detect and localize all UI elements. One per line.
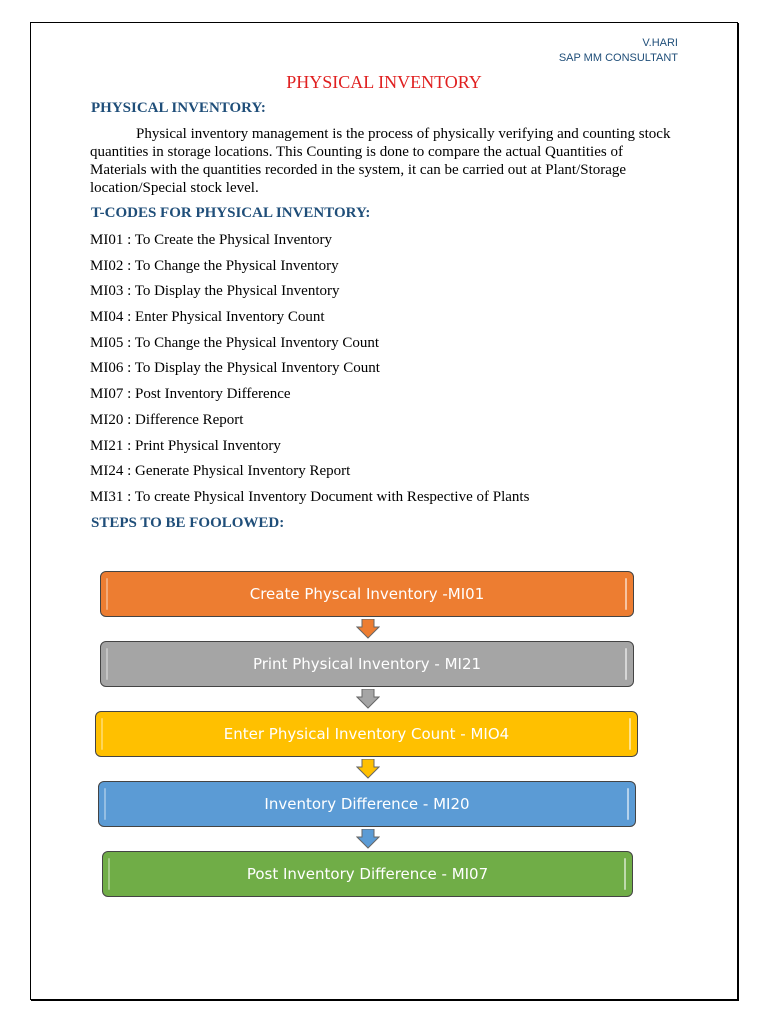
tcode-item: MI02 : To Change the Physical Inventory [90, 257, 339, 274]
intro-paragraph: Physical inventory management is the process of physically verifying and counting stock quantities in storage locations. This Counting is done to compare the actual Quantities of Materials with the quantities recorded in the system, it can be carried out at Plant/Storage location/Special stock level. [90, 126, 671, 196]
tcode-item: MI06 : To Display the Physical Inventory Count [90, 360, 380, 377]
tcode-item: MI03 : To Display the Physical Inventory [90, 283, 340, 300]
down-arrow-icon [356, 759, 380, 779]
document-title: PHYSICAL INVENTORY [286, 72, 482, 92]
tcode-item: MI07 : Post Inventory Difference [90, 386, 291, 403]
tcode-item: MI24 : Generate Physical Inventory Report [90, 463, 351, 480]
tcode-item: MI04 : Enter Physical Inventory Count [90, 309, 325, 326]
flow-step-create: Create Physcal Inventory -MI01 [100, 571, 634, 617]
tcode-item: MI31 : To create Physical Inventory Document with Respective of Plants [90, 488, 530, 505]
flow-step-post-difference: Post Inventory Difference - MI07 [102, 851, 633, 897]
section-heading-steps: STEPS TO BE FOOLOWED: [91, 515, 285, 531]
down-arrow-icon [356, 829, 380, 849]
section-heading-tcodes: T-CODES FOR PHYSICAL INVENTORY: [91, 205, 371, 221]
flow-step-difference: Inventory Difference - MI20 [98, 781, 636, 827]
down-arrow-icon [356, 619, 380, 639]
author-name: V.HARI [642, 37, 678, 49]
tcode-item: MI05 : To Change the Physical Inventory Count [90, 334, 380, 351]
down-arrow-icon [356, 689, 380, 709]
flow-step-print: Print Physical Inventory - MI21 [100, 641, 634, 687]
tcode-item: MI21 : Print Physical Inventory [90, 437, 281, 454]
flow-step-enter-count: Enter Physical Inventory Count - MIO4 [95, 711, 638, 757]
tcode-item: MI20 : Difference Report [90, 411, 244, 428]
tcode-item: MI01 : To Create the Physical Inventory [90, 232, 332, 248]
section-heading-physical-inventory: PHYSICAL INVENTORY: [91, 100, 266, 116]
author-role: SAP MM CONSULTANT [558, 52, 678, 64]
